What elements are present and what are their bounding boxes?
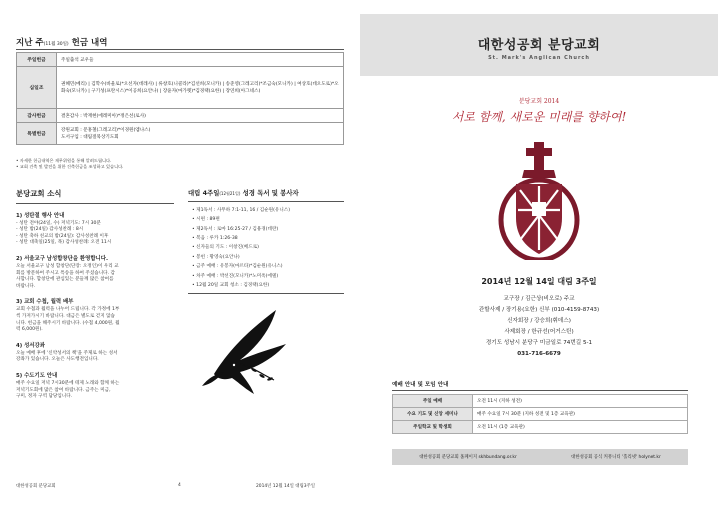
table-row: 수요 기도 및 신앙 세미나 매주 수요일 7시 30분 (지하 성전 및 1층 교육관): [393, 408, 688, 421]
news-item-line: 니다. 헌금을 해주시기 바랍니다. (수첩 4,000원, 월: [16, 320, 120, 326]
homepage-link[interactable]: 대한성공회 분당교회 홈페이지 skhbundang.or.kr: [419, 455, 517, 460]
clergy-line: 신자회장 / 강승희(휘데스): [507, 318, 571, 324]
footer-church: 대한성공회 분당교회: [16, 484, 56, 489]
reading-line: • 금주 예배 : 유봉자(마르타)*김순원(유니스): [192, 264, 283, 270]
reading-line: • 12월 20일 교회 청소 : 김경택(요한): [192, 282, 270, 288]
news-item-line: 교회 수첩과 월력을 나누어 드립니다. 각 가정에 1부: [16, 307, 120, 313]
reading-line: • 차주 예배 : 박선진(모니카)*노미옥(에델): [192, 273, 279, 279]
news-item-title: 1) 성탄절 행사 안내: [16, 212, 65, 219]
row-text: 결혼감사 : 박재현(에레미아)*정은선(로사): [57, 109, 344, 123]
clergy-line: 031-716-6679: [517, 351, 561, 357]
row-text: 주일출석 교우들: [57, 53, 344, 67]
clergy-line: 관할사제 / 장기용(요한) 신부 (010-4159-8743): [478, 307, 600, 313]
news-item-title: 2) 서울교구 남성합창단을 환영합니다.: [16, 256, 109, 263]
reading-line: • 봉헌 : 황영숙(요안나): [192, 254, 240, 260]
news-item-line: 오늘 서울교구 남성 합창단(단장: 오정인)이 우리 교: [16, 264, 119, 270]
news-item-line: - 성탄 밤(24일) 감사성찬례 : 8시: [16, 227, 84, 233]
reading-line: • 신자들의 기도 : 이창진(베드로): [192, 245, 259, 251]
news-item-line: 회를 방문하여 주시고 특송을 하여 주셨습니다. 감: [16, 270, 115, 276]
table-row: [17, 109, 344, 123]
offering-table: [16, 52, 344, 145]
row-label: 특별헌금: [17, 123, 57, 145]
divider: [16, 49, 344, 50]
offering-date: (11월 30일): [43, 42, 69, 47]
divider: [188, 293, 344, 294]
cover-page: [360, 0, 720, 508]
row-label: 감사헌금: [17, 109, 57, 123]
dove-illustration: [194, 304, 304, 398]
offering-heading: [16, 36, 107, 48]
news-item-line: - 성탄 축하 친교의 밤(24일): 감사성찬례 이후: [16, 233, 109, 239]
schedule-table: [392, 394, 688, 434]
divider: [392, 390, 688, 391]
schedule-title: 예배 안내 및 모임 안내: [392, 382, 449, 388]
news-item-line: 씩 가져가시기 바랍니다. 대금은 별도로 걷지 않습: [16, 314, 115, 320]
reading-line: • 제2독서 : 로마 16:25-27 / 김용경(데란): [192, 226, 279, 232]
church-seal-icon: [494, 140, 584, 260]
reading-line: • 제1독서 : 사무하 7:1-11, 16 / 김순원(유니스): [192, 207, 290, 213]
row-label: 주일헌금: [17, 53, 57, 67]
news-item-title: 5) 수도기도 안내: [16, 373, 58, 379]
community-link[interactable]: 대한성공회 공식 커뮤니티 '홀리넷' holynet.kr: [571, 455, 661, 460]
clergy-line: 교구장 / 김근상(비오로) 주교: [503, 296, 575, 302]
row-text: 권혜민(메리) | 김학수(바울로)*오선자(데레사) | 류창호(니콜라)*김선희(모니카) | 송준영(그레고리)*조금숙(모니카) | 여상호(데오도로)*오화숙(모니카) | 구기성(프란시스)*이공희(요안나) | 장윤자(마가렛)*김경택(요한) | 장연희(아그네스): [57, 67, 344, 109]
seal-text: [570, 150, 571, 151]
table-row: [17, 53, 344, 67]
row-label: 십일조: [17, 67, 57, 109]
motto: 서로 함께, 새로운 미래를 향하여!: [451, 110, 627, 124]
news-item-line: - 성탄 전야(24일, 수) 저녁기도: 7시 30분: [16, 220, 101, 226]
news-item-line: 강좌가 있습니다. 오늘은 사도행전입니다.: [16, 357, 99, 363]
clergy-line: 경기도 성남시 분당구 미금일로 74번길 5-1: [485, 340, 593, 346]
news-item-line: 사합니다. 합창단에 관심있는 분들께 많은 참여를: [16, 277, 114, 283]
church-name: 대한성공회 분당교회: [477, 38, 601, 53]
table-row: 주일 예배 오전 11시 (지하 성전): [393, 395, 688, 408]
news-item-title: 4) 성서강좌: [16, 342, 45, 349]
news-item-line: - 성탄 대축일(25일, 목) 감사성찬례: 오전 11시: [16, 240, 112, 246]
footer-bar: [392, 449, 688, 465]
news-item-title: 3) 교회 수첩, 월력 배부: [16, 299, 74, 306]
news-item-line: 력 6,000원).: [16, 327, 43, 333]
table-row: [17, 67, 344, 109]
divider: [188, 201, 344, 202]
news-item-line: 구미, 정자 구역 담당입니다.: [16, 394, 73, 400]
news-item-line: 저녁기도회에 많은 참여 바랍니다. 금주는 미금,: [16, 387, 111, 393]
offering-title: 지난 주: [16, 38, 44, 48]
clergy-line: 사제회장 / 한규선(어거스틴): [504, 329, 574, 335]
table-row: [17, 123, 344, 145]
news-item-line: 매주 수요일 저녁 7시30분에 테제 노래와 함께 하는: [16, 381, 120, 386]
footer-date: 2014년 12월 14일 대림3주일: [256, 484, 316, 489]
news-item-line: 오늘 예배 후에 '신약성서의 책'을 주제로 하는 성서: [16, 350, 118, 356]
title-box: [360, 14, 718, 76]
readings-heading: 대림 4주일(12월21일) 성경 독서 및 봉사자: [188, 189, 299, 197]
reading-line: • 복음 : 루카 1:26-38: [192, 235, 238, 241]
divider: [16, 203, 174, 204]
news-title: 분당교회 소식: [16, 189, 62, 198]
table-row: 주일학교 및 학생회 오전 11시 (1층 교육관): [393, 421, 688, 434]
offering-note: • 자세한 헌금내역은 재무위원을 통해 알려드립니다.: [16, 158, 112, 163]
offering-title-rest: 헌금 내역: [68, 38, 108, 48]
motto-top: 분당교회 2014: [518, 98, 560, 105]
readings-column: [188, 188, 344, 398]
row-text: 강원교회 : 문홍철(그레고리)*이경원(엠나스) 도서구입 : 대림절묵상기도회: [57, 123, 344, 145]
service-date: 2014년 12월 14일 대림 3주일: [481, 277, 597, 286]
news-item-line: 바랍니다.: [16, 283, 36, 289]
church-name-en: St. Mark's Anglican Church: [488, 55, 590, 61]
news-column: [16, 188, 174, 401]
footer-page-number: 4: [178, 483, 181, 488]
reading-line: • 시편 : 89편: [192, 217, 220, 223]
offering-note: • 교회 건축 및 발전을 위한 건축헌금을 조성하고 있습니다.: [16, 164, 124, 170]
